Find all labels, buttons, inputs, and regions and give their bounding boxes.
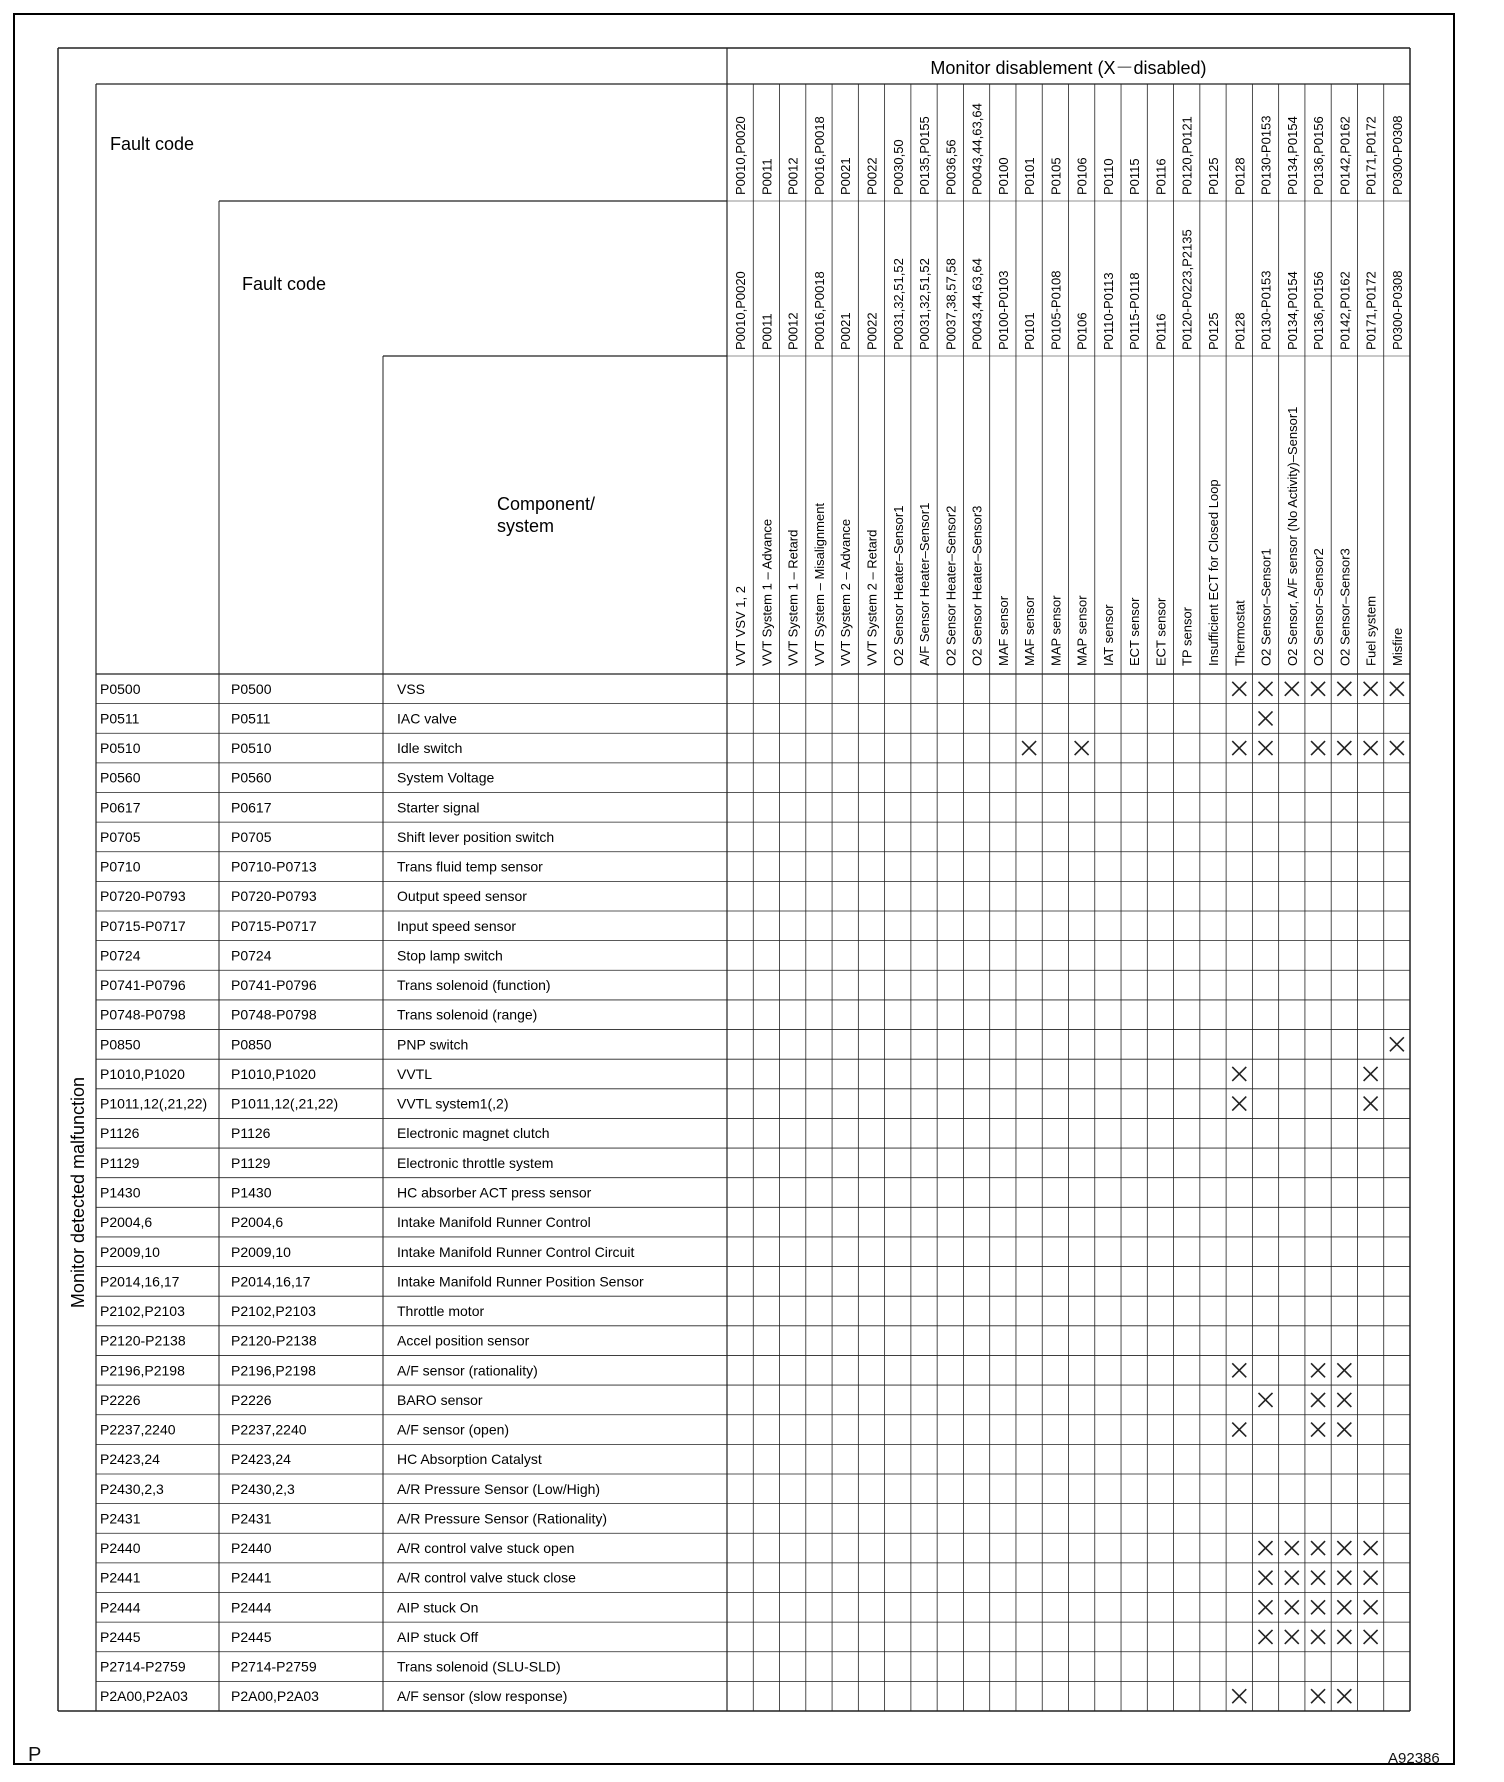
disabled-mark <box>1337 1363 1351 1377</box>
row-fault-code: P0510 <box>100 740 141 757</box>
disabled-mark <box>1364 1541 1378 1555</box>
row-fault-code-detail: P0724 <box>231 947 272 964</box>
row-component: Starter signal <box>397 799 480 816</box>
disabled-mark <box>1232 1067 1246 1081</box>
row-component: A/F sensor (rationality) <box>397 1362 538 1379</box>
column-code-top: P0011 <box>759 158 775 195</box>
row-component: Trans solenoid (range) <box>397 1006 538 1023</box>
row-fault-code-detail: P0500 <box>231 680 272 697</box>
disabled-mark <box>1259 711 1273 725</box>
column-component: Fuel system <box>1363 595 1379 666</box>
disabled-mark <box>1311 1363 1325 1377</box>
column-code-top: P0130-P0153 <box>1258 115 1274 195</box>
row-fault-code-detail: P0748-P0798 <box>231 1006 317 1023</box>
row-fault-code-detail: P2430,2,3 <box>231 1480 295 1497</box>
row-fault-code: P2445 <box>100 1628 141 1645</box>
column-code-top: P0128 <box>1232 157 1248 195</box>
column-code-top: P0115 <box>1127 158 1143 195</box>
row-component: A/R Pressure Sensor (Rationality) <box>397 1510 608 1527</box>
disabled-mark <box>1259 1393 1273 1407</box>
column-component: O2 Sensor–Sensor3 <box>1337 548 1353 666</box>
row-fault-code: P2441 <box>100 1569 141 1586</box>
column-code-top: P0300-P0308 <box>1389 115 1405 195</box>
row-component: Input speed sensor <box>397 917 517 934</box>
row-component: Accel position sensor <box>397 1332 530 1349</box>
column-code-mid: P0136,P0156 <box>1311 271 1327 350</box>
row-fault-code: P0511 <box>100 710 140 727</box>
row-fault-code-detail: P2226 <box>231 1391 272 1408</box>
column-component: O2 Sensor Heater–Sensor2 <box>943 505 959 666</box>
disabled-mark <box>1285 1571 1299 1585</box>
disabled-mark <box>1232 1363 1246 1377</box>
column-code-top: P0120,P0121 <box>1179 116 1195 195</box>
column-component: O2 Sensor Heater–Sensor1 <box>890 505 906 666</box>
row-fault-code: P2444 <box>100 1599 141 1616</box>
row-fault-code: P0715-P0717 <box>100 917 186 934</box>
row-fault-code-detail: P2014,16,17 <box>231 1273 311 1290</box>
column-code-mid: P0037,38,57,58 <box>943 258 959 350</box>
column-code-top: P0171,P0172 <box>1363 116 1379 195</box>
column-component: MAF sensor <box>1022 595 1038 666</box>
disabled-mark <box>1232 1423 1246 1437</box>
disabled-mark <box>1075 741 1089 755</box>
disabled-mark <box>1311 741 1325 755</box>
row-fault-code: P0500 <box>100 680 141 697</box>
row-fault-code-detail: P0617 <box>231 799 272 816</box>
row-component: Intake Manifold Runner Control Circuit <box>397 1243 635 1260</box>
row-fault-code-detail: P2440 <box>231 1540 272 1557</box>
row-component: AIP stuck On <box>397 1599 479 1616</box>
column-code-mid: P0106 <box>1074 312 1090 350</box>
row-fault-code-detail: P2445 <box>231 1628 272 1645</box>
row-component: A/R Pressure Sensor (Low/High) <box>397 1480 601 1497</box>
row-fault-code-detail: P2714-P2759 <box>231 1658 317 1675</box>
row-component: Output speed sensor <box>397 888 527 905</box>
row-fault-code-detail: P2009,10 <box>231 1243 291 1260</box>
column-code-top: P0106 <box>1074 157 1090 195</box>
row-fault-code-detail: P2120-P2138 <box>231 1332 317 1349</box>
column-code-mid: P0120-P0223,P2135 <box>1179 229 1195 350</box>
row-component: Trans solenoid (SLU-SLD) <box>397 1658 561 1675</box>
disabled-mark <box>1337 1423 1351 1437</box>
column-component: ECT sensor <box>1153 597 1169 666</box>
row-fault-code-detail: P0510 <box>231 740 272 757</box>
column-code-mid: P0128 <box>1232 312 1248 350</box>
row-component: HC absorber ACT press sensor <box>397 1184 592 1201</box>
row-fault-code: P1010,P1020 <box>100 1065 185 1082</box>
disabled-mark <box>1311 1630 1325 1644</box>
row-fault-code: P2004,6 <box>100 1214 153 1231</box>
disabled-mark <box>1337 1571 1351 1585</box>
row-component: A/R control valve stuck open <box>397 1540 575 1557</box>
column-code-mid: P0300-P0308 <box>1389 270 1405 350</box>
disabled-mark <box>1259 1630 1273 1644</box>
fault-code-label-mid: Fault code <box>242 274 327 294</box>
column-code-mid: P0134,P0154 <box>1284 271 1300 350</box>
column-code-top: P0036,56 <box>943 139 959 195</box>
column-code-mid: P0022 <box>864 312 880 350</box>
row-fault-code: P0617 <box>100 799 141 816</box>
column-code-mid: P0011 <box>759 313 775 350</box>
disabled-mark <box>1390 741 1404 755</box>
column-component: O2 Sensor–Sensor2 <box>1311 548 1327 666</box>
disabled-mark <box>1364 741 1378 755</box>
row-fault-code-detail: P2102,P2103 <box>231 1303 316 1320</box>
disabled-mark <box>1311 1571 1325 1585</box>
row-fault-code: P1126 <box>100 1125 140 1142</box>
column-component: IAT sensor <box>1100 604 1116 666</box>
row-fault-code: P0560 <box>100 769 141 786</box>
column-code-top: P0101 <box>1022 157 1038 195</box>
row-fault-code-detail: P0710-P0713 <box>231 858 317 875</box>
row-component: Stop lamp switch <box>397 947 503 964</box>
column-component: Misfire <box>1389 627 1405 666</box>
row-fault-code: P2120-P2138 <box>100 1332 186 1349</box>
row-fault-code: P2431 <box>100 1510 141 1527</box>
column-code-top: P0022 <box>864 157 880 195</box>
disabled-mark <box>1259 682 1273 696</box>
row-fault-code: P2237,2240 <box>100 1421 176 1438</box>
disabled-mark <box>1390 1037 1404 1051</box>
disabled-mark <box>1259 1541 1273 1555</box>
row-fault-code-detail: P1126 <box>231 1125 271 1142</box>
row-fault-code: P2440 <box>100 1540 141 1557</box>
column-code-mid: P0110-P0113 <box>1100 272 1116 350</box>
column-component: MAP sensor <box>1074 595 1090 666</box>
column-code-top: P0012 <box>785 157 801 195</box>
row-component: Idle switch <box>397 740 463 757</box>
column-component: O2 Sensor Heater–Sensor3 <box>969 505 985 666</box>
disabled-mark <box>1259 1600 1273 1614</box>
row-fault-code-detail: P1129 <box>231 1154 271 1171</box>
disabled-mark <box>1364 1571 1378 1585</box>
row-fault-code-detail: P2004,6 <box>231 1214 284 1231</box>
row-fault-code: P2226 <box>100 1391 141 1408</box>
disabled-mark <box>1390 682 1404 696</box>
fault-code-label-top: Fault code <box>110 134 195 154</box>
disabled-mark <box>1311 682 1325 696</box>
row-fault-code-detail: P0705 <box>231 828 272 845</box>
disabled-mark <box>1364 1600 1378 1614</box>
column-code-mid: P0043,44,63,64 <box>969 258 985 350</box>
column-component: MAF sensor <box>995 595 1011 666</box>
row-component: Shift lever position switch <box>397 828 555 845</box>
row-fault-code: P0741-P0796 <box>100 977 186 994</box>
column-component: MAP sensor <box>1048 595 1064 666</box>
column-component: O2 Sensor, A/F sensor (No Activity)–Sensor1 <box>1284 406 1300 666</box>
column-code-mid: P0101 <box>1022 312 1038 350</box>
column-code-mid: P0171,P0172 <box>1363 271 1379 350</box>
column-component: ECT sensor <box>1127 597 1143 666</box>
column-code-top: P0105 <box>1048 157 1064 195</box>
column-code-top: P0100 <box>995 157 1011 195</box>
column-code-mid: P0021 <box>838 312 854 350</box>
disabled-mark <box>1337 1630 1351 1644</box>
disabled-mark <box>1337 1393 1351 1407</box>
column-code-top: P0125 <box>1205 157 1221 195</box>
column-code-mid: P0016,P0018 <box>811 271 827 350</box>
row-component: IAC valve <box>397 710 457 727</box>
column-component: VVT System 1 – Advance <box>759 518 775 666</box>
row-component: VVTL system1(,2) <box>397 1095 509 1112</box>
disabled-mark <box>1337 1689 1351 1703</box>
row-fault-code-detail: P2237,2240 <box>231 1421 307 1438</box>
column-code-top: P0116 <box>1153 158 1169 195</box>
column-code-top: P0136,P0156 <box>1311 116 1327 195</box>
column-code-mid: P0130-P0153 <box>1258 270 1274 350</box>
row-fault-code-detail: P0715-P0717 <box>231 917 317 934</box>
row-component: A/F sensor (open) <box>397 1421 510 1438</box>
row-component: Intake Manifold Runner Position Sensor <box>397 1273 644 1290</box>
disabled-mark <box>1311 1393 1325 1407</box>
column-code-mid: P0031,32,51,52 <box>917 258 933 350</box>
disabled-mark <box>1311 1541 1325 1555</box>
disabled-mark <box>1364 1097 1378 1111</box>
row-component: VVTL <box>397 1065 433 1082</box>
figure-id: A92386 <box>1388 1750 1440 1767</box>
column-component: VVT System 1 – Retard <box>785 529 801 666</box>
row-fault-code-detail: P1011,12(,21,22) <box>231 1095 339 1112</box>
row-fault-code: P2014,16,17 <box>100 1273 180 1290</box>
side-label: Monitor detected malfunction <box>68 1076 88 1309</box>
column-code-mid: P0142,P0162 <box>1337 271 1353 350</box>
column-component: TP sensor <box>1179 606 1195 666</box>
row-fault-code: P2430,2,3 <box>100 1480 164 1497</box>
row-fault-code: P0724 <box>100 947 141 964</box>
row-fault-code-detail: P1010,P1020 <box>231 1065 316 1082</box>
row-component: HC Absorption Catalyst <box>397 1451 542 1468</box>
column-code-mid: P0125 <box>1205 312 1221 350</box>
row-component: Throttle motor <box>397 1303 485 1320</box>
row-component: A/F sensor (slow response) <box>397 1688 568 1705</box>
row-component: Trans solenoid (function) <box>397 977 551 994</box>
column-code-mid: P0116 <box>1153 313 1169 350</box>
row-fault-code-detail: P0560 <box>231 769 272 786</box>
column-code-mid: P0115-P0118 <box>1127 272 1143 350</box>
column-code-top: P0134,P0154 <box>1284 116 1300 195</box>
column-code-mid: P0100-P0103 <box>995 270 1011 350</box>
disabled-mark <box>1232 741 1246 755</box>
disabled-mark <box>1285 1541 1299 1555</box>
row-fault-code: P2423,24 <box>100 1451 160 1468</box>
disabled-mark <box>1337 1541 1351 1555</box>
row-component: System Voltage <box>397 769 495 786</box>
disabled-mark <box>1364 1630 1378 1644</box>
row-fault-code: P1129 <box>100 1154 140 1171</box>
column-component: VVT System 2 – Advance <box>838 518 854 666</box>
column-component: Thermostat <box>1232 600 1248 666</box>
row-fault-code-detail: P1430 <box>231 1184 272 1201</box>
disabled-mark <box>1285 1630 1299 1644</box>
row-fault-code-detail: P2441 <box>231 1569 272 1586</box>
row-fault-code-detail: P0850 <box>231 1036 272 1053</box>
column-code-top: P0021 <box>838 157 854 195</box>
column-code-top: P0030,50 <box>890 139 906 195</box>
disabled-mark <box>1232 682 1246 696</box>
column-code-top: P0010,P0020 <box>733 116 749 195</box>
column-component: VVT VSV 1, 2 <box>733 586 749 666</box>
row-component: VSS <box>397 680 426 697</box>
monitor-disablement-title: Monitor disablement (X－disabled) <box>930 58 1207 78</box>
row-fault-code: P0850 <box>100 1036 141 1053</box>
disabled-mark <box>1232 1097 1246 1111</box>
disabled-mark <box>1259 1571 1273 1585</box>
disabled-mark <box>1364 1067 1378 1081</box>
column-code-top: P0043,44,63,64 <box>969 103 985 195</box>
column-code-mid: P0105-P0108 <box>1048 270 1064 350</box>
row-component: Electronic magnet clutch <box>397 1125 550 1142</box>
row-component: BARO sensor <box>397 1391 483 1408</box>
row-fault-code: P0705 <box>100 828 141 845</box>
row-component: AIP stuck Off <box>397 1628 479 1645</box>
row-fault-code: P2196,P2198 <box>100 1362 185 1379</box>
row-fault-code: P0710 <box>100 858 141 875</box>
column-code-top: P0016,P0018 <box>811 116 827 195</box>
row-fault-code-detail: P0720-P0793 <box>231 888 317 905</box>
column-component: VVT System 2 – Retard <box>864 529 880 666</box>
column-component: VVT System – Misalignment <box>811 502 827 666</box>
column-code-mid: P0010,P0020 <box>733 271 749 350</box>
disabled-mark <box>1337 1600 1351 1614</box>
column-component: O2 Sensor–Sensor1 <box>1258 548 1274 666</box>
row-fault-code-detail: P2444 <box>231 1599 272 1616</box>
disabled-mark <box>1337 682 1351 696</box>
row-component: PNP switch <box>397 1036 469 1053</box>
column-code-top: P0135,P0155 <box>917 116 933 195</box>
disabled-mark <box>1232 1689 1246 1703</box>
disabled-mark <box>1337 741 1351 755</box>
row-component: A/R control valve stuck close <box>397 1569 576 1586</box>
row-fault-code: P2A00,P2A03 <box>100 1688 188 1705</box>
corner-letter: P <box>28 1744 42 1766</box>
disabled-mark <box>1364 682 1378 696</box>
column-code-mid: P0031,32,51,52 <box>890 258 906 350</box>
column-code-mid: P0012 <box>785 312 801 350</box>
row-fault-code: P0720-P0793 <box>100 888 186 905</box>
component-label: Component/ <box>497 494 596 514</box>
row-fault-code: P2009,10 <box>100 1243 160 1260</box>
row-component: Trans fluid temp sensor <box>397 858 543 875</box>
row-fault-code: P0748-P0798 <box>100 1006 186 1023</box>
row-fault-code-detail: P0511 <box>231 710 271 727</box>
disabled-mark <box>1311 1423 1325 1437</box>
disabled-mark <box>1311 1689 1325 1703</box>
row-fault-code-detail: P2A00,P2A03 <box>231 1688 319 1705</box>
component-label: system <box>497 516 555 536</box>
disabled-mark <box>1311 1600 1325 1614</box>
row-fault-code-detail: P2196,P2198 <box>231 1362 316 1379</box>
row-fault-code: P2714-P2759 <box>100 1658 186 1675</box>
disabled-mark <box>1285 1600 1299 1614</box>
column-code-top: P0110 <box>1100 158 1116 195</box>
row-component: Intake Manifold Runner Control <box>397 1214 591 1231</box>
disabled-mark <box>1285 682 1299 696</box>
row-fault-code-detail: P2423,24 <box>231 1451 291 1468</box>
row-fault-code: P1430 <box>100 1184 141 1201</box>
disable-marks <box>1022 682 1404 1703</box>
row-fault-code: P1011,12(,21,22) <box>100 1095 208 1112</box>
row-fault-code-detail: P2431 <box>231 1510 272 1527</box>
column-component: A/F Sensor Heater–Sensor1 <box>917 502 933 666</box>
column-component: Insufficient ECT for Closed Loop <box>1205 479 1221 666</box>
row-component: Electronic throttle system <box>397 1154 554 1171</box>
row-fault-code-detail: P0741-P0796 <box>231 977 317 994</box>
row-fault-code: P2102,P2103 <box>100 1303 185 1320</box>
disabled-mark <box>1259 741 1273 755</box>
disabled-mark <box>1022 741 1036 755</box>
column-code-top: P0142,P0162 <box>1337 116 1353 195</box>
